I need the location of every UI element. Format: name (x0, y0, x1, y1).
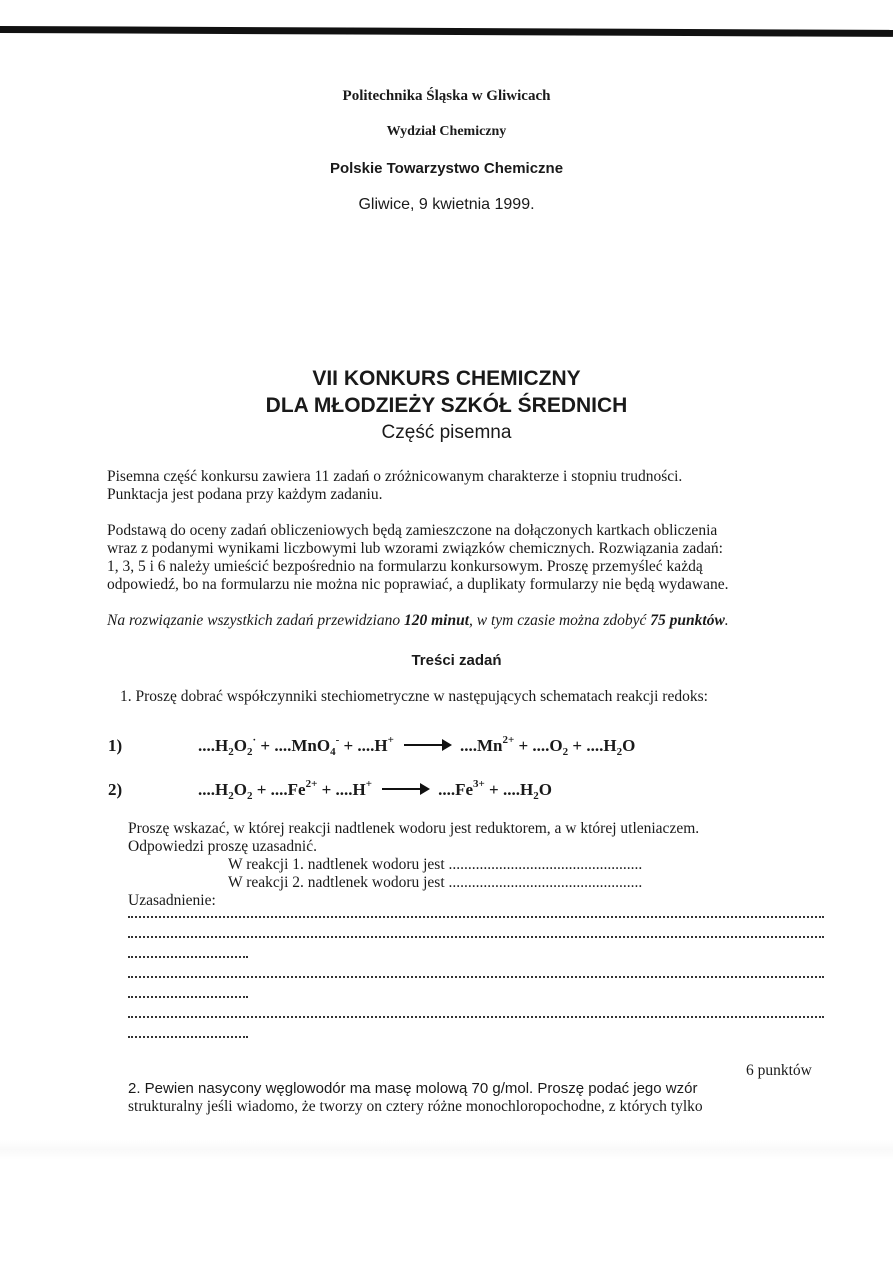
header-place-date: Gliwice, 9 kwietnia 1999. (358, 196, 535, 213)
answer-line (128, 956, 248, 960)
intro-p2-line1: Podstawą do oceny zadań obliczeniowych będą zamieszczone na dołączonych kartkach obliczenia (107, 522, 718, 539)
task1-question-line2: Odpowiedzi proszę uzasadnić. (128, 838, 317, 855)
intro-p2-line4: odpowiedź, bo na formularzu nie można nic poprawiać, a duplikaty formularzy nie będą wydawane. (107, 576, 729, 593)
task1-prompt: 1. Proszę dobrać współczynniki stechiometryczne w następujących schematach reakcji redoks: (120, 688, 708, 705)
intro-p2-line2: wraz z podanymi wynikami liczbowymi lub wzorami związków chemicznych. Rozwiązania zadań: (107, 540, 723, 557)
header-university: Politechnika Śląska w Gliwicach (342, 88, 551, 104)
task1-justification-label: Uzasadnienie: (128, 892, 216, 909)
intro-p1-line2: Punktacja jest podana przy każdym zadaniu. (107, 486, 383, 503)
answer-line (128, 916, 824, 920)
equation-1: $....H_2O_2^\cdot + ....MnO_4^- + ....H^+$ $....Mn^{2+} + ....O_2 + ....H_2O$ (198, 734, 636, 758)
intro-p2-line3: 1, 3, 5 i 6 należy umieścić bezpośrednio na formularzu konkursowym. Proszę przemyśleć każdą (107, 558, 703, 575)
title-line-1: VII KONKURS CHEMICZNY (312, 367, 581, 390)
equation-2: $....H_2O_2 + ....Fe^{2+} + ....H^+$ $....Fe^{3+} + ....H_2O$ (198, 778, 552, 802)
intro-p1-line1: Pisemna część konkursu zawiera 11 zadań o zróżnicowanym charakterze i stopniu trudności. (107, 468, 683, 485)
equation-1-label: 1) (108, 736, 123, 755)
answer-line (128, 976, 824, 980)
scan-bottom-edge (0, 1140, 893, 1160)
equation-2-label: 2) (108, 780, 123, 799)
task1-question-line1: Proszę wskazać, w której reakcji nadtlenek wodoru jest reduktorem, a w której utleniaczem. (128, 820, 700, 837)
reaction-arrow-icon (382, 788, 428, 790)
answer-line (128, 1016, 824, 1020)
section-title: Treści zadań (411, 652, 502, 669)
task2-line2: strukturalny jeśli wiadomo, że tworzy on cztery różne monochloropochodne, z których tylko (128, 1098, 703, 1115)
task1-reaction1-answer: W reakcji 1. nadtlenek wodoru jest .................................................. (228, 856, 643, 873)
answer-line (128, 936, 824, 940)
task1-points: 6 punktów (746, 1062, 812, 1079)
reaction-arrow-icon (404, 744, 450, 746)
title-line-2: DLA MŁODZIEŻY SZKÓŁ ŚREDNICH (265, 394, 628, 417)
answer-line (128, 996, 248, 1000)
title-line-3: Część pisemna (381, 422, 512, 443)
header-society: Polskie Towarzystwo Chemiczne (329, 160, 564, 177)
intro-time-note: Na rozwiązanie wszystkich zadań przewidziano 120 minut, w tym czasie można zdobyć 75 punktów. (107, 612, 729, 629)
task1-reaction2-answer: W reakcji 2. nadtlenek wodoru jest .................................................. (228, 874, 643, 891)
task2-line1: 2. Pewien nasycony węglowodór ma masę molową 70 g/mol. Proszę podać jego wzór (128, 1080, 698, 1097)
answer-line (128, 1036, 248, 1040)
header-faculty: Wydział Chemiczny (386, 124, 507, 139)
